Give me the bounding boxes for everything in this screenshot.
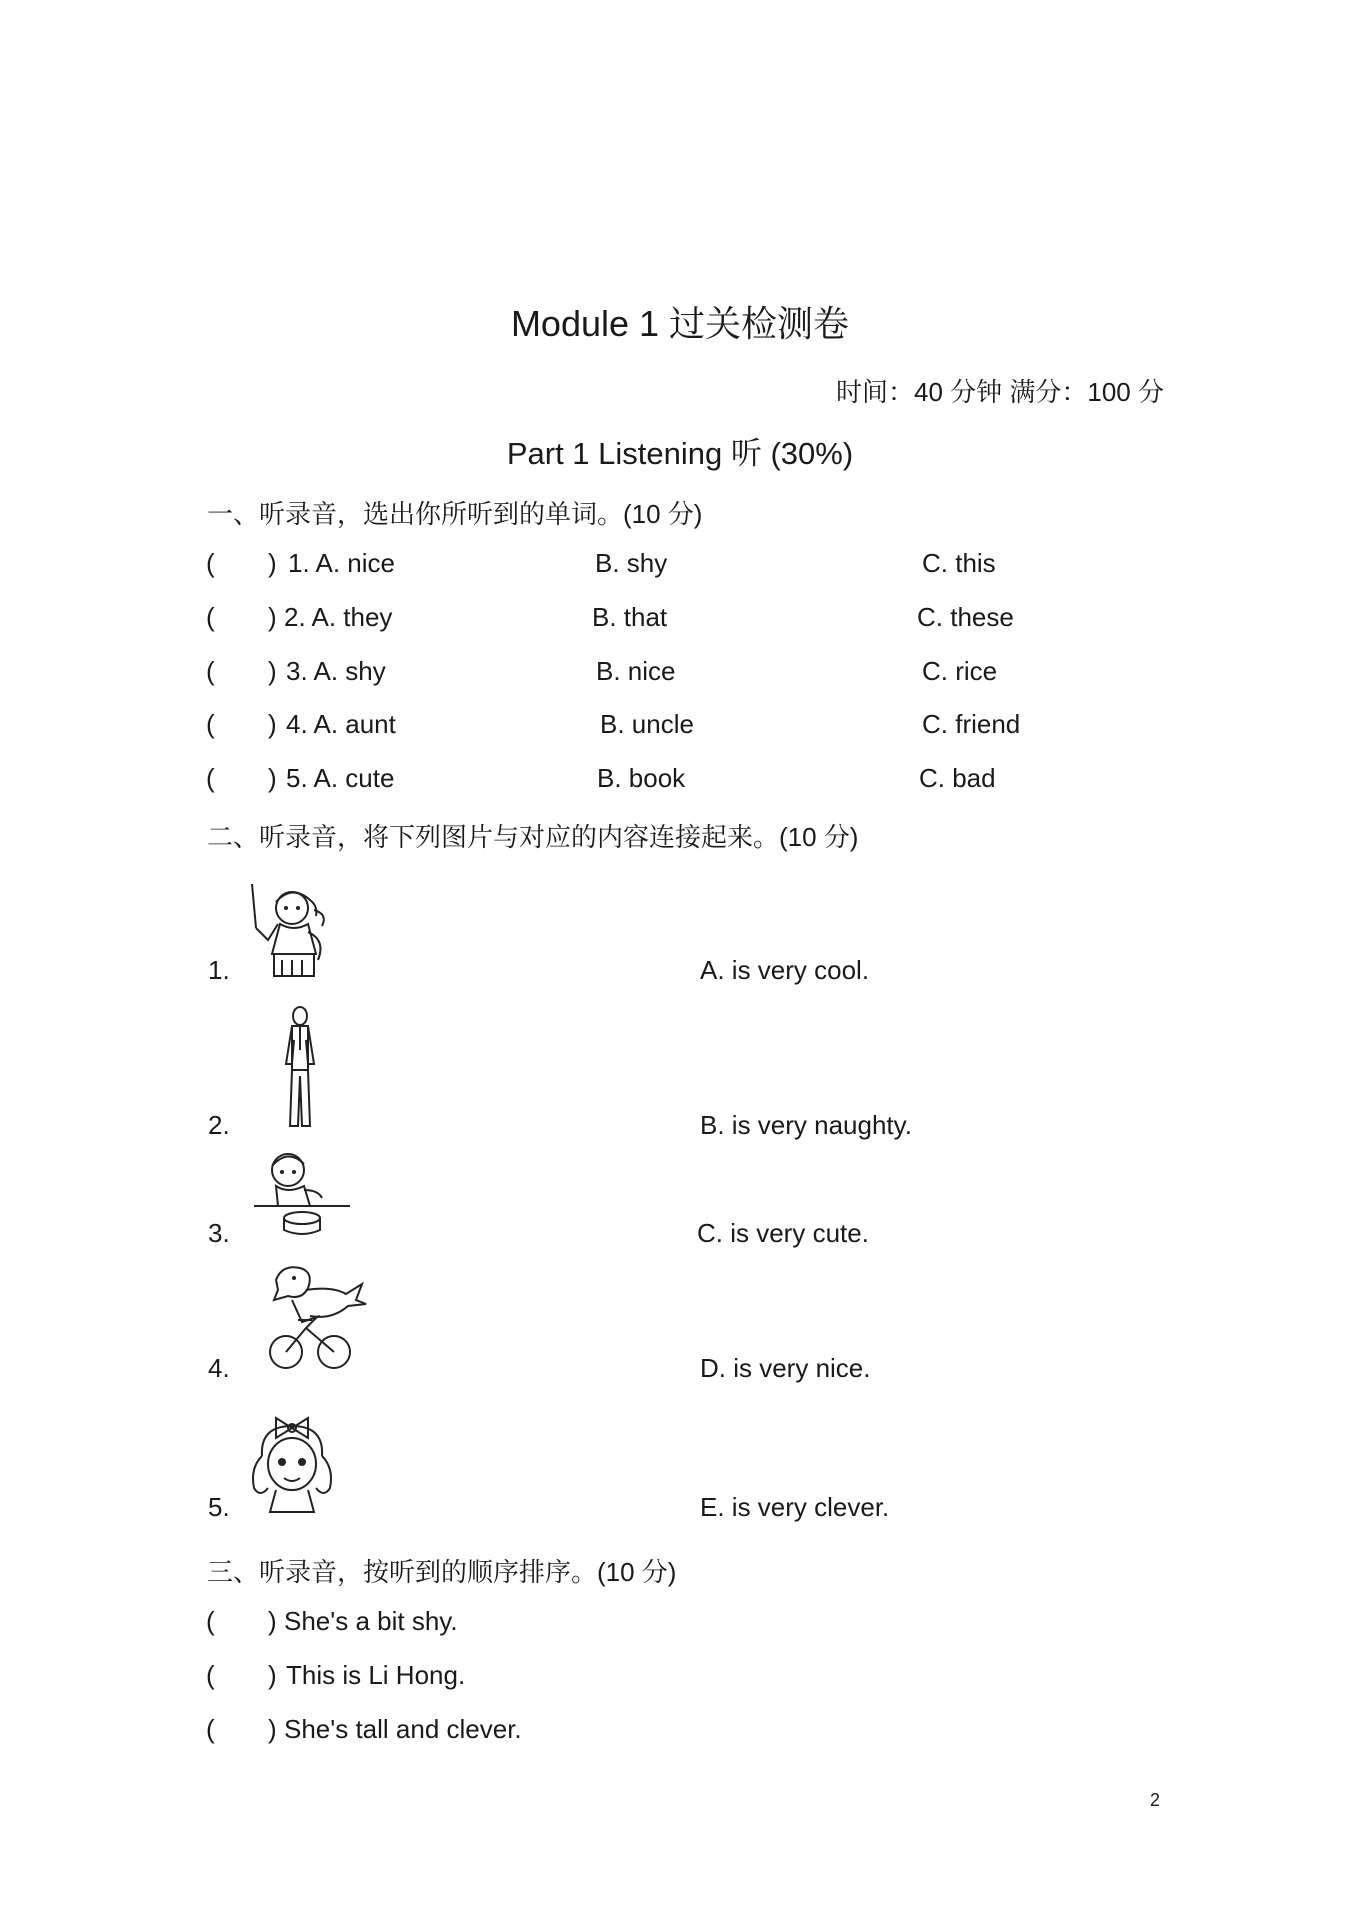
match-number: 1. [208, 955, 230, 985]
page-number: 2 [1150, 1790, 1161, 1810]
match-number: 3. [208, 1218, 230, 1248]
exam-meta: 时间：40 分钟 满分：100 分 [836, 377, 1164, 407]
match-option: D. is very nice. [700, 1353, 871, 1383]
answer-paren: ( [206, 763, 215, 793]
option-b: B. nice [596, 656, 676, 686]
match-number: 2. [208, 1110, 230, 1140]
answer-paren-close: ) [268, 709, 277, 739]
match-option: A. is very cool. [700, 955, 870, 985]
option-a: 2. A. they [284, 602, 393, 632]
answer-paren-close: ) [268, 1714, 277, 1744]
option-a: 4. A. aunt [286, 709, 396, 739]
part-heading: Part 1 Listening 听 (30%) [506, 436, 854, 471]
answer-paren-close: ) [268, 1660, 277, 1690]
answer-paren-close: ) [268, 763, 277, 793]
section2-heading: 二、听录音，将下列图片与对应的内容连接起来。(10 分) [207, 822, 859, 852]
match-option: C. is very cute. [697, 1218, 869, 1248]
option-b: B. shy [595, 548, 668, 578]
section3-heading: 三、听录音，按听到的顺序排序。(10 分) [207, 1557, 677, 1587]
section1-heading: 一、听录音，选出你所听到的单词。(10 分) [207, 499, 703, 529]
page-title: Module 1 过关检测卷 [510, 303, 850, 344]
answer-paren-close: ) [268, 548, 277, 578]
boy-at-table-icon [252, 1148, 352, 1240]
option-a: 3. A. shy [286, 656, 386, 686]
bird-on-bicycle-icon [262, 1260, 372, 1376]
option-c: C. friend [922, 709, 1021, 739]
answer-paren: ( [206, 602, 215, 632]
option-c: C. these [917, 602, 1014, 632]
girl-with-bow-icon [240, 1408, 346, 1516]
answer-paren: ( [206, 656, 215, 686]
answer-paren-close: ) [268, 656, 277, 686]
option-c: C. this [922, 548, 996, 578]
match-option: E. is very clever. [700, 1492, 890, 1522]
answer-paren: ( [206, 709, 215, 739]
sentence: She's a bit shy. [284, 1606, 458, 1636]
answer-paren-close: ) [268, 602, 277, 632]
option-c: C. rice [922, 656, 998, 686]
answer-paren: ( [206, 1714, 215, 1744]
option-b: B. that [592, 602, 668, 632]
sentence: This is Li Hong. [286, 1660, 466, 1690]
match-number: 5. [208, 1492, 230, 1522]
option-b: B. uncle [600, 709, 694, 739]
match-number: 4. [208, 1353, 230, 1383]
option-b: B. book [597, 763, 686, 793]
match-option: B. is very naughty. [700, 1110, 912, 1140]
answer-paren: ( [206, 1660, 215, 1690]
standing-man-icon [270, 1004, 330, 1132]
answer-paren: ( [206, 548, 215, 578]
option-a: 5. A. cute [286, 763, 395, 793]
option-c: C. bad [919, 763, 996, 793]
answer-paren-close: ) [268, 1606, 277, 1636]
girl-with-pointer-icon [238, 880, 338, 982]
sentence: She's tall and clever. [284, 1714, 522, 1744]
option-a: 1. A. nice [288, 548, 395, 578]
answer-paren: ( [206, 1606, 215, 1636]
